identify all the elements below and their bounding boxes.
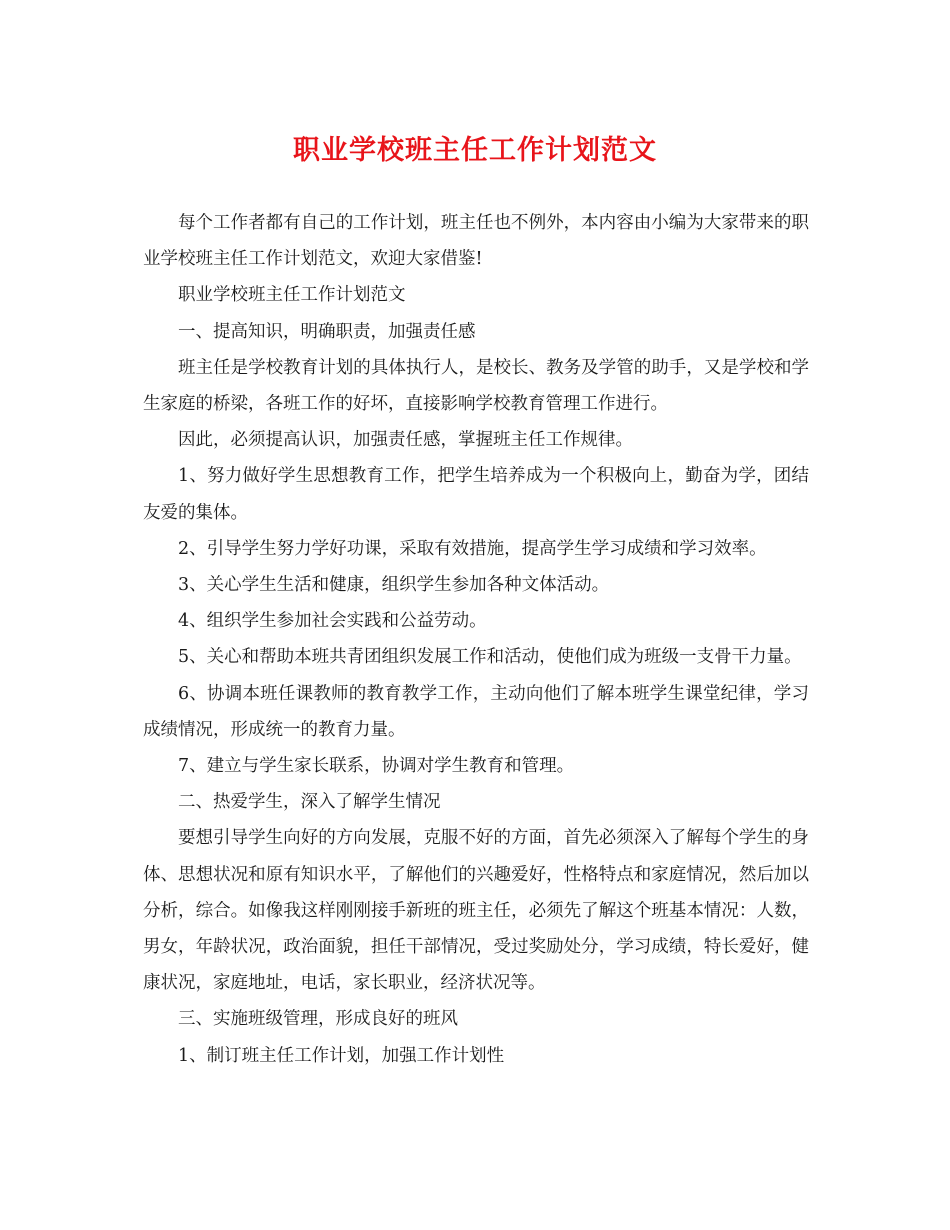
body-paragraph: 班主任是学校教育计划的具体执行人，是校长、教务及学管的助手，又是学校和学生家庭的桥梁，各班工作的好坏，直接影响学校教育管理工作进行。 bbox=[143, 357, 809, 415]
body-paragraph: 因此，必须提高认识，加强责任感，掌握班主任工作规律。 bbox=[178, 430, 633, 451]
list-item-1: 1、努力做好学生思想教育工作，把学生培养成为一个积极向上，勤奋为学，团结友爱的集体。 bbox=[143, 466, 809, 523]
section-heading-3: 三、实施班级管理，形成良好的班风 bbox=[178, 1009, 458, 1030]
subtitle-paragraph: 职业学校班主任工作计划范文 bbox=[178, 285, 406, 306]
document-body bbox=[143, 205, 809, 1074]
list-item-5: 5、关心和帮助本班共青团组织发展工作和活动，使他们成为班级一支骨干力量。 bbox=[178, 647, 802, 668]
section-heading-2: 二、热爱学生，深入了解学生情况 bbox=[178, 792, 441, 813]
list-item-4: 4、组织学生参加社会实践和公益劳动。 bbox=[178, 611, 487, 632]
list-item-2: 2、引导学生努力学好功课，采取有效措施，提高学生学习成绩和学习效率。 bbox=[178, 538, 767, 559]
document-title: 职业学校班主任工作计划范文 bbox=[293, 135, 657, 166]
body-paragraph: 要想引导学生向好的方向发展，克服不好的方面，首先必须深入了解每个学生的身体、思想状况和原有知识水平，了解他们的兴趣爱好，性格特点和家庭情况，然后加以分析，综合。如像我这样刚刚接手新班的班主任，必须先了解这个班基本情况：人数，男女，年龄状况，政治面貌，担任干部情况，受过奖励处分，学习成绩，特长爱好，健康状况，家庭地址，电话，家长职业，经济状况等。 bbox=[143, 828, 809, 994]
intro-paragraph: 每个工作者都有自己的工作计划，班主任也不例外，本内容由小编为大家带来的职业学校班主任工作计划范文，欢迎大家借鉴! bbox=[143, 213, 809, 270]
list-item-1: 1、制订班主任工作计划，加强工作计划性 bbox=[178, 1045, 505, 1066]
list-item-7: 7、建立与学生家长联系，协调对学生教育和管理。 bbox=[178, 756, 575, 777]
list-item-3: 3、关心学生生活和健康，组织学生参加各种文体活动。 bbox=[178, 575, 610, 596]
section-heading-1: 一、提高知识，明确职责，加强责任感 bbox=[178, 321, 476, 342]
list-item-6: 6、协调本班任课教师的教育教学工作，主动向他们了解本班学生课堂纪律，学习成绩情况，形成统一的教育力量。 bbox=[143, 683, 809, 740]
